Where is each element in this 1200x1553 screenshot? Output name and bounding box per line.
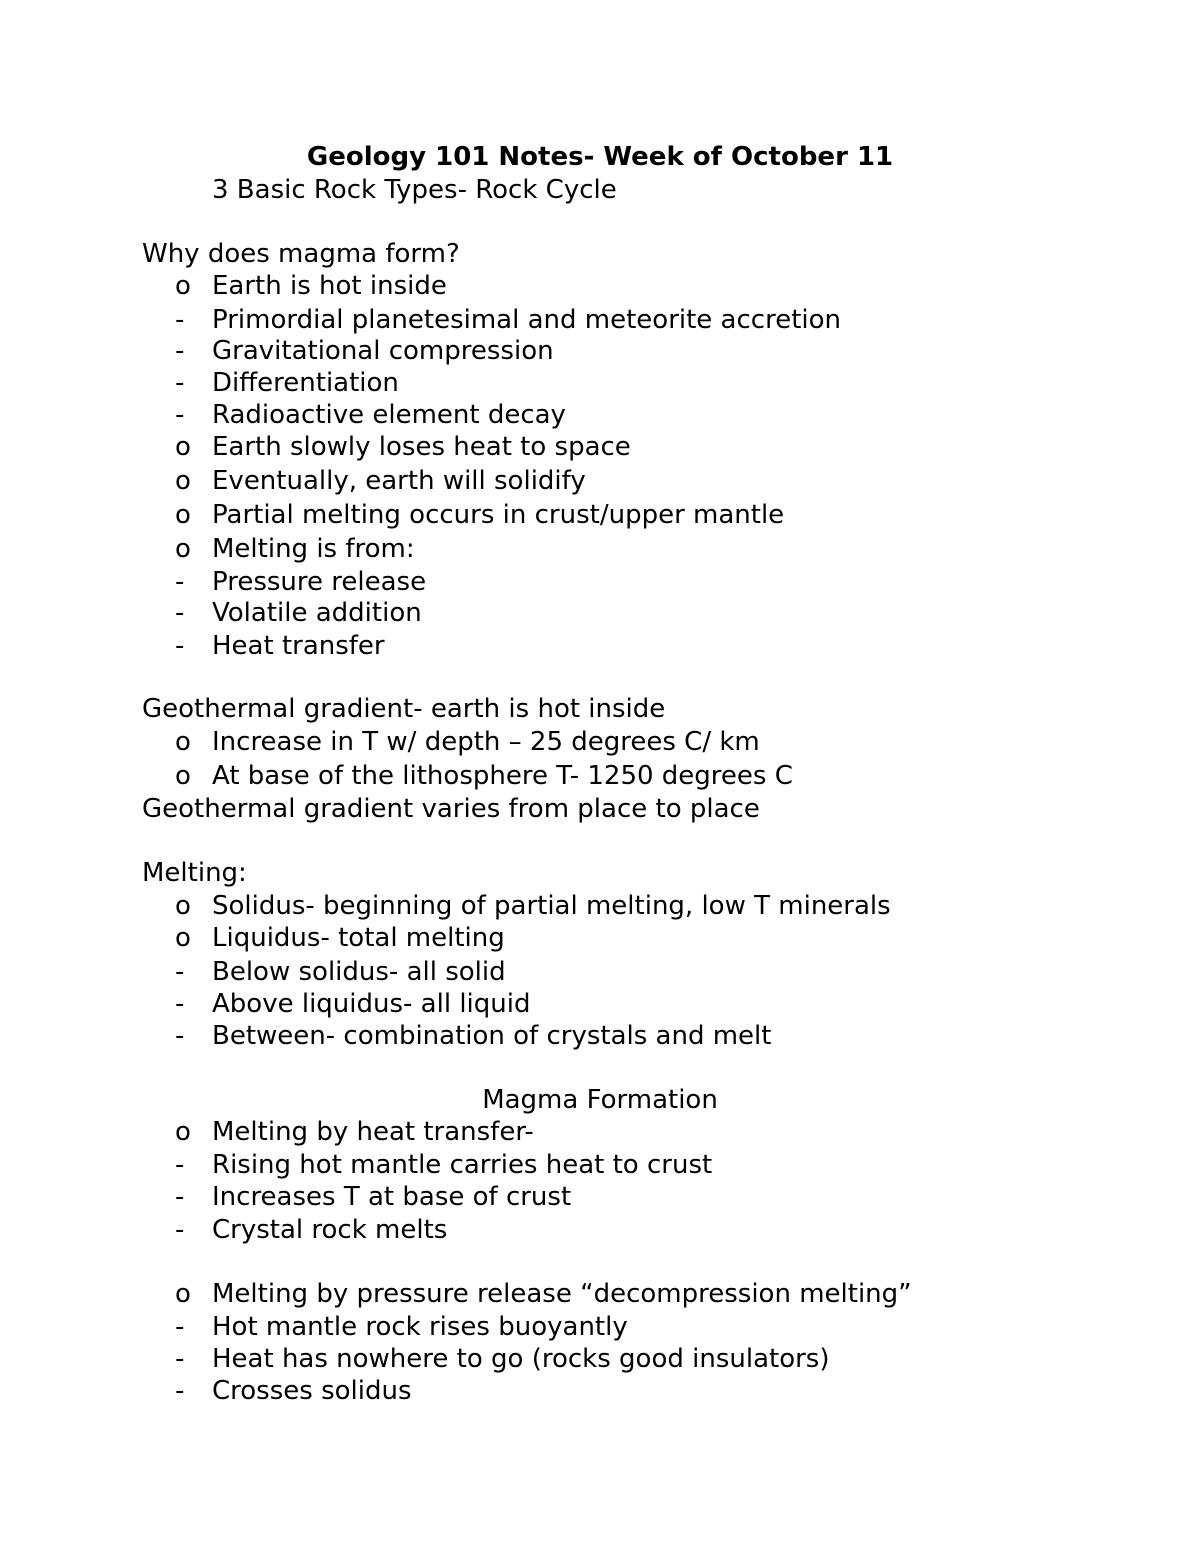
list-item-text: Radioactive element decay bbox=[212, 400, 566, 430]
bullet-marker: - bbox=[175, 1312, 185, 1342]
list-item-text: Increase in T w/ depth – 25 degrees C/ km bbox=[212, 727, 760, 757]
bullet-marker: o bbox=[175, 271, 191, 301]
bullet-marker: - bbox=[175, 957, 185, 987]
bullet-marker: - bbox=[175, 1182, 185, 1212]
list-item-text: Between- combination of crystals and melt bbox=[212, 1021, 772, 1051]
list-item-text: Crystal rock melts bbox=[212, 1215, 448, 1245]
bullet-marker: o bbox=[175, 891, 191, 921]
bullet-marker: - bbox=[175, 1376, 185, 1406]
list-item-text: Rising hot mantle carries heat to crust bbox=[212, 1150, 713, 1180]
list-item-text: Below solidus- all solid bbox=[212, 957, 506, 987]
bullet-marker: o bbox=[175, 727, 191, 757]
list-item-text: Primordial planetesimal and meteorite accretion bbox=[212, 305, 842, 335]
section-heading-geothermal-gradient: Geothermal gradient- earth is hot inside bbox=[142, 694, 666, 724]
bullet-marker: o bbox=[175, 1117, 191, 1147]
bullet-marker: o bbox=[175, 923, 191, 953]
bullet-marker: o bbox=[175, 761, 191, 791]
list-item-text: Liquidus- total melting bbox=[212, 923, 505, 953]
list-item-text: Increases T at base of crust bbox=[212, 1182, 572, 1212]
list-item-text: Melting by heat transfer- bbox=[212, 1117, 534, 1147]
list-item-text: Gravitational compression bbox=[212, 336, 554, 366]
list-item-text: Melting is from: bbox=[212, 534, 415, 564]
list-item-text: Heat transfer bbox=[212, 631, 385, 661]
list-item-text: Earth slowly loses heat to space bbox=[212, 432, 631, 462]
list-item-text: Melting by pressure release “decompression melting” bbox=[212, 1279, 912, 1309]
section-heading-magma-formation: Magma Formation bbox=[482, 1085, 718, 1115]
section-heading-melting: Melting: bbox=[142, 858, 247, 888]
list-item-text: Volatile addition bbox=[212, 598, 422, 628]
list-item-text: At base of the lithosphere T- 1250 degrees C bbox=[212, 761, 793, 791]
bullet-marker: - bbox=[175, 567, 185, 597]
list-item-text: Partial melting occurs in crust/upper mantle bbox=[212, 500, 785, 530]
bullet-marker: - bbox=[175, 598, 185, 628]
bullet-marker: - bbox=[175, 1344, 185, 1374]
list-item-text: Solidus- beginning of partial melting, low T minerals bbox=[212, 891, 891, 921]
bullet-marker: o bbox=[175, 500, 191, 530]
bullet-marker: o bbox=[175, 466, 191, 496]
bullet-marker: o bbox=[175, 432, 191, 462]
document-title: Geology 101 Notes- Week of October 11 bbox=[306, 142, 894, 172]
bullet-marker: - bbox=[175, 989, 185, 1019]
list-item-text: Crosses solidus bbox=[212, 1376, 412, 1406]
paragraph: Geothermal gradient varies from place to place bbox=[142, 794, 760, 824]
bullet-marker: - bbox=[175, 1150, 185, 1180]
bullet-marker: - bbox=[175, 400, 185, 430]
list-item-text: Pressure release bbox=[212, 567, 427, 597]
list-item-text: Heat has nowhere to go (rocks good insulators) bbox=[212, 1344, 830, 1374]
bullet-marker: - bbox=[175, 631, 185, 661]
list-item-text: Differentiation bbox=[212, 368, 399, 398]
list-item-text: Eventually, earth will solidify bbox=[212, 466, 586, 496]
bullet-marker: - bbox=[175, 336, 185, 366]
document-subtitle: 3 Basic Rock Types- Rock Cycle bbox=[212, 175, 617, 205]
bullet-marker: - bbox=[175, 1021, 185, 1051]
list-item-text: Above liquidus- all liquid bbox=[212, 989, 531, 1019]
bullet-marker: o bbox=[175, 534, 191, 564]
bullet-marker: - bbox=[175, 305, 185, 335]
bullet-marker: - bbox=[175, 368, 185, 398]
bullet-marker: o bbox=[175, 1279, 191, 1309]
list-item-text: Earth is hot inside bbox=[212, 271, 447, 301]
list-item-text: Hot mantle rock rises buoyantly bbox=[212, 1312, 628, 1342]
bullet-marker: - bbox=[175, 1215, 185, 1245]
section-heading-magma-form: Why does magma form? bbox=[142, 239, 460, 269]
